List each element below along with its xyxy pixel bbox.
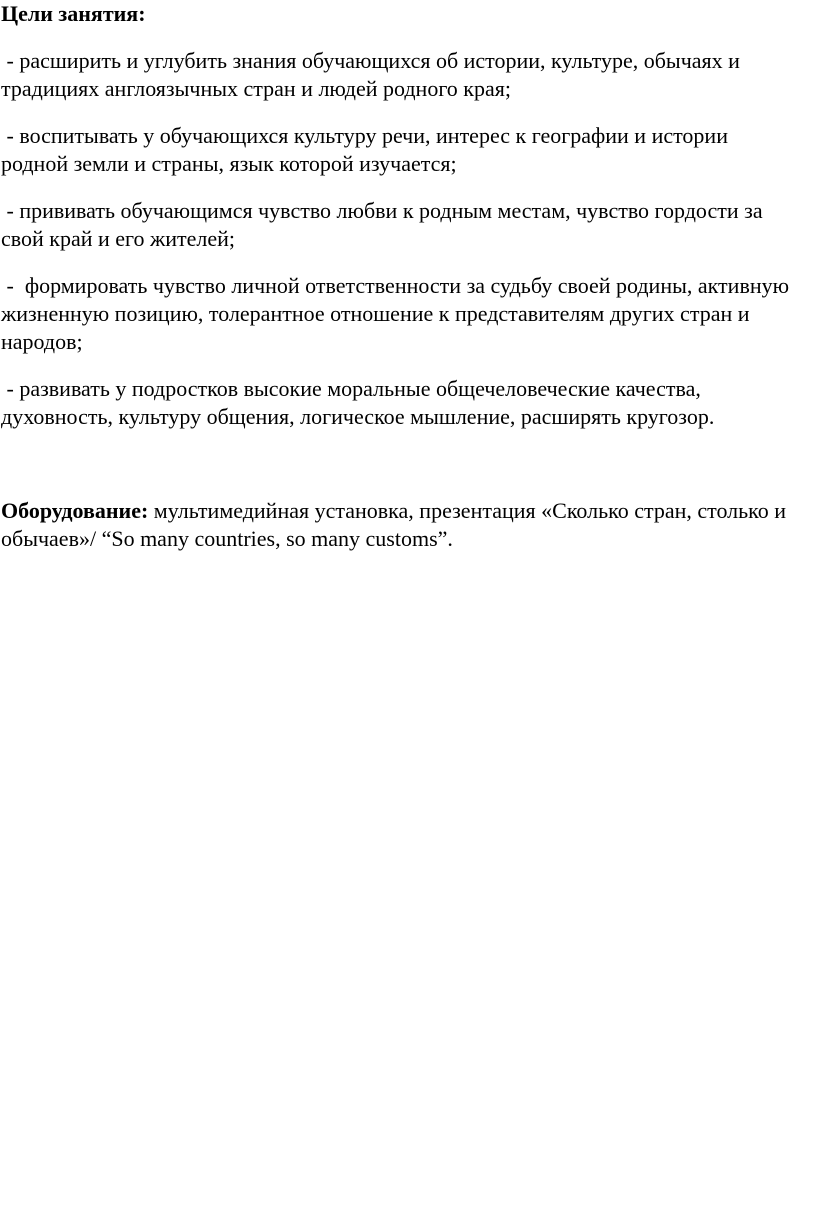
text-line: традициях англоязычных стран и людей родного края; [1, 76, 511, 101]
text-line: свой край и его жителей; [1, 226, 235, 251]
goal-paragraph-2 [1, 122, 816, 178]
text-line: духовность, культуру общения, логическое мышление, расширять кругозор. [1, 404, 715, 429]
equipment-paragraph [1, 497, 816, 553]
text-line: жизненную позицию, толерантное отношение к представителям других стран и [1, 301, 750, 326]
goals-heading [1, 0, 816, 28]
goal-paragraph-4 [1, 272, 816, 356]
text-line: народов; [1, 329, 83, 354]
text-line: - расширить и углубить знания обучающихся об истории, культуре, обычаях и [1, 48, 740, 73]
goal-paragraph-5 [1, 375, 816, 431]
text-line: обычаев»/ “So many countries, so many customs”. [1, 526, 453, 551]
goal-paragraph-1 [1, 47, 816, 103]
text-line: родной земли и страны, язык которой изучается; [1, 151, 457, 176]
text-line: - формировать чувство личной ответственности за судьбу своей родины, активную [1, 273, 790, 298]
goals-heading-text: Цели занятия: [1, 1, 146, 26]
text-line: - развивать у подростков высокие моральные общечеловеческие качества, [1, 376, 701, 401]
text-line [1, 497, 816, 525]
blank-line [1, 450, 816, 497]
equipment-label: Оборудование: [1, 498, 149, 523]
goal-paragraph-3 [1, 197, 816, 253]
text-line: - прививать обучающимся чувство любви к родным местам, чувство гордости за [1, 198, 763, 223]
text-line: - воспитывать у обучающихся культуру речи, интерес к географии и истории [1, 123, 728, 148]
equipment-line1-text: мультимедийная установка, презентация «Сколько стран, столько и [148, 498, 787, 523]
